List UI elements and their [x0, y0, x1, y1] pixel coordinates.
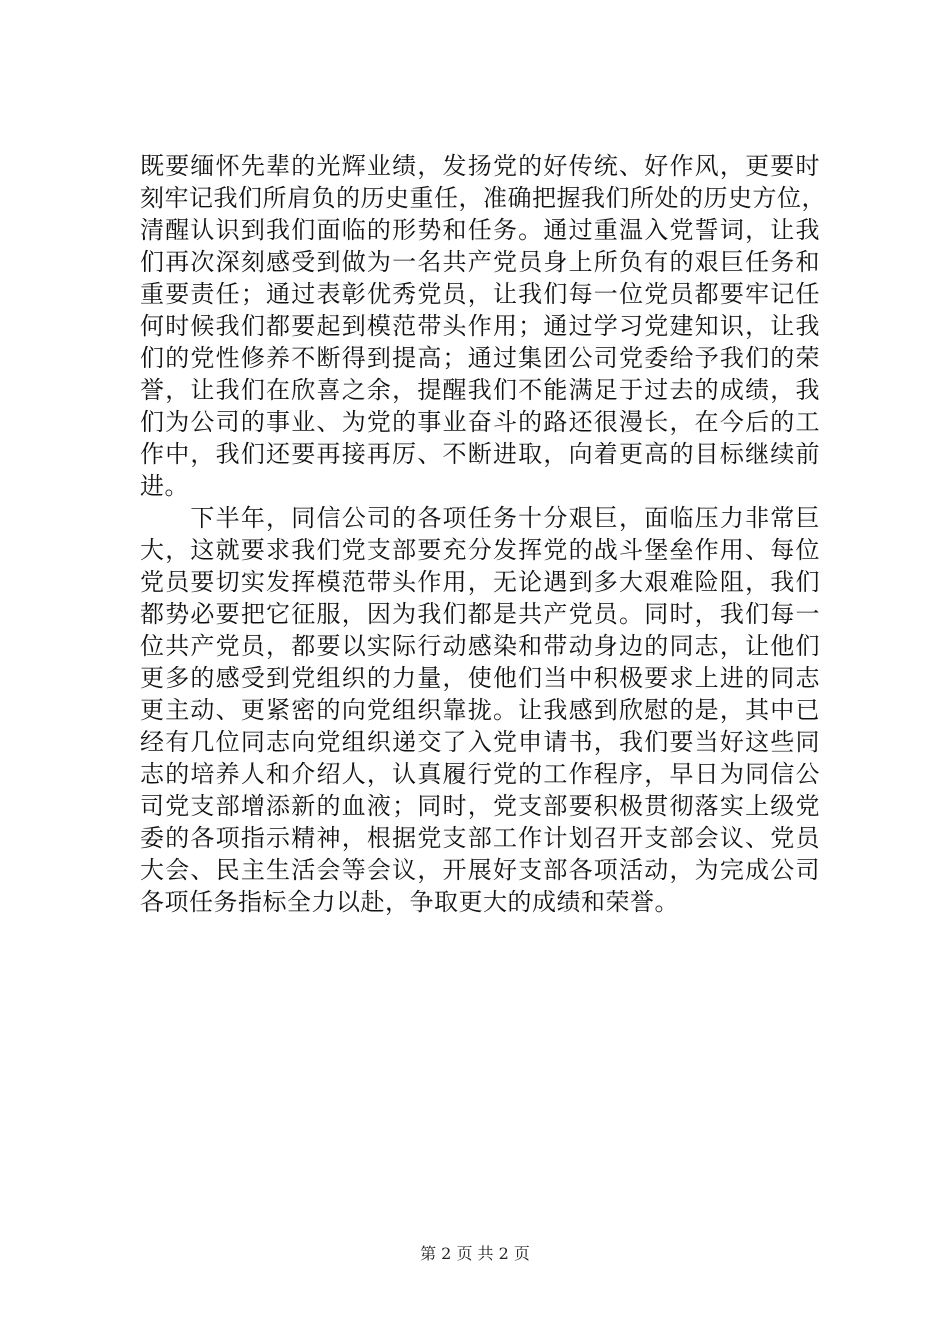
page-number: 第 2 页 共 2 页 — [420, 1244, 530, 1263]
text-line: 既要缅怀先辈的光辉业绩，发扬党的好传统、好作风，更要时 — [140, 152, 820, 180]
page-footer — [0, 1244, 950, 1264]
text-line: 何时候我们都要起到模范带头作用；通过学习党建知识，让我 — [140, 312, 820, 340]
text-line: 党员要切实发挥模范带头作用，无论遇到多大艰难险阻，我们 — [140, 568, 820, 596]
text-line: 进。 — [140, 472, 189, 500]
text-line: 下半年，同信公司的各项任务十分艰巨，面临压力非常巨 — [140, 504, 820, 532]
text-line: 司党支部增添新的血液；同时，党支部要积极贯彻落实上级党 — [140, 792, 820, 820]
text-line: 大会、民主生活会等会议，开展好支部各项活动，为完成公司 — [140, 856, 820, 884]
text-line: 刻牢记我们所肩负的历史重任，准确把握我们所处的历史方位， — [140, 184, 826, 212]
text-line: 都势必要把它征服，因为我们都是共产党员。同时，我们每一 — [140, 600, 820, 628]
text-line: 各项任务指标全力以赴，争取更大的成绩和荣誉。 — [140, 888, 679, 916]
paragraph-2 — [140, 502, 820, 918]
text-line: 志的培养人和介绍人，认真履行党的工作程序，早日为同信公 — [140, 760, 820, 788]
text-line: 誉，让我们在欣喜之余，提醒我们不能满足于过去的成绩，我 — [140, 376, 820, 404]
text-line: 位共产党员，都要以实际行动感染和带动身边的同志，让他们 — [140, 632, 820, 660]
paragraph-1 — [140, 150, 826, 502]
text-line: 大，这就要求我们党支部要充分发挥党的战斗堡垒作用、每位 — [140, 536, 820, 564]
text-line: 们的党性修养不断得到提高；通过集团公司党委给予我们的荣 — [140, 344, 820, 372]
text-line: 委的各项指示精神，根据党支部工作计划召开支部会议、党员 — [140, 824, 820, 852]
text-line: 更多的感受到党组织的力量，使他们当中积极要求上进的同志 — [140, 664, 820, 692]
text-line: 重要责任；通过表彰优秀党员，让我们每一位党员都要牢记任 — [140, 280, 820, 308]
text-line: 经有几位同志向党组织递交了入党申请书，我们要当好这些同 — [140, 728, 820, 756]
document-body — [140, 150, 826, 918]
text-line: 更主动、更紧密的向党组织靠拢。让我感到欣慰的是，其中已 — [140, 696, 820, 724]
text-line: 们为公司的事业、为党的事业奋斗的路还很漫长，在今后的工 — [140, 408, 820, 436]
text-line: 清醒认识到我们面临的形势和任务。通过重温入党誓词，让我 — [140, 216, 820, 244]
text-line: 们再次深刻感受到做为一名共产党员身上所负有的艰巨任务和 — [140, 248, 820, 276]
text-line: 作中，我们还要再接再厉、不断进取，向着更高的目标继续前 — [140, 440, 820, 468]
